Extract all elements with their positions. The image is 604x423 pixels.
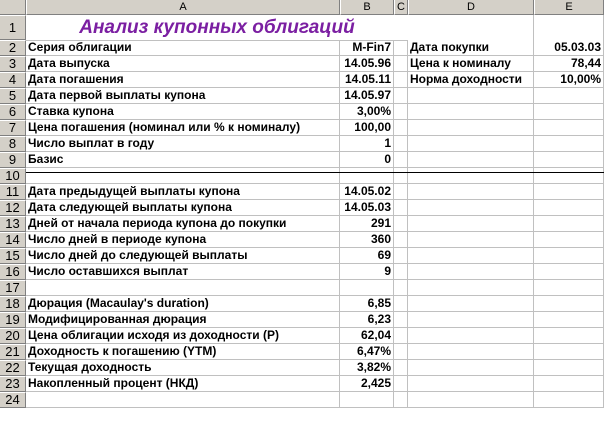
row-header[interactable]: 4 — [0, 72, 26, 88]
row-header[interactable]: 23 — [0, 376, 26, 392]
cell-a[interactable]: Дюрация (Macaulay's duration) — [26, 296, 340, 312]
cell-d[interactable] — [408, 200, 534, 216]
cell-e[interactable] — [534, 376, 604, 392]
cell-b[interactable] — [340, 392, 394, 408]
cell-c[interactable] — [394, 168, 408, 184]
cell-d[interactable] — [408, 296, 534, 312]
cell-a[interactable]: Дней от начала периода купона до покупки — [26, 216, 340, 232]
cell-b[interactable]: 69 — [340, 248, 394, 264]
cell-d[interactable] — [408, 104, 534, 120]
cell-b[interactable]: 9 — [340, 264, 394, 280]
cell-c[interactable] — [394, 376, 408, 392]
cell-a[interactable]: Цена облигации исходя из доходности (P) — [26, 328, 340, 344]
cell-a[interactable] — [26, 392, 340, 408]
cell-a[interactable]: Число дней до следующей выплаты — [26, 248, 340, 264]
cell-b[interactable]: 100,00 — [340, 120, 394, 136]
row-header[interactable]: 17 — [0, 280, 26, 296]
column-header-e[interactable]: E — [534, 0, 604, 15]
cell-a[interactable]: Серия облигации — [26, 40, 340, 56]
cell-c[interactable] — [394, 248, 408, 264]
cell-c[interactable] — [394, 200, 408, 216]
cell-c[interactable] — [394, 392, 408, 408]
cell-e[interactable]: 10,00% — [534, 72, 604, 88]
cell-e[interactable] — [534, 232, 604, 248]
cell-c[interactable] — [394, 360, 408, 376]
cell-b[interactable]: 6,47% — [340, 344, 394, 360]
row-header[interactable]: 3 — [0, 56, 26, 72]
cell-e[interactable] — [534, 184, 604, 200]
cell-d[interactable] — [408, 15, 534, 40]
cell-d[interactable] — [408, 168, 534, 184]
cell-d[interactable] — [408, 248, 534, 264]
row-header[interactable]: 2 — [0, 40, 26, 56]
cell-c[interactable] — [394, 104, 408, 120]
row-header[interactable]: 1 — [0, 15, 26, 40]
cell-b[interactable]: 1 — [340, 136, 394, 152]
separator-line — [26, 172, 604, 173]
cell-c[interactable] — [394, 136, 408, 152]
cell-c[interactable] — [394, 152, 408, 168]
cell-b[interactable]: 14.05.11 — [340, 72, 394, 88]
cell-e[interactable] — [534, 88, 604, 104]
cell-c[interactable] — [394, 120, 408, 136]
cell-a[interactable]: Текущая доходность — [26, 360, 340, 376]
cell-a[interactable]: Число выплат в году — [26, 136, 340, 152]
cell-d[interactable] — [408, 328, 534, 344]
cell-a[interactable] — [26, 168, 340, 184]
cell-d[interactable] — [408, 344, 534, 360]
cell-b[interactable]: 3,00% — [340, 104, 394, 120]
row-header[interactable]: 8 — [0, 136, 26, 152]
row-header[interactable]: 7 — [0, 120, 26, 136]
row-header[interactable]: 20 — [0, 328, 26, 344]
cell-c[interactable] — [394, 232, 408, 248]
cell-d[interactable] — [408, 88, 534, 104]
cell-b[interactable]: 14.05.02 — [340, 184, 394, 200]
cell-b[interactable]: 62,04 — [340, 328, 394, 344]
cell-e[interactable] — [534, 296, 604, 312]
cell-c[interactable] — [394, 184, 408, 200]
row-header[interactable]: 11 — [0, 184, 26, 200]
cell-c[interactable] — [394, 88, 408, 104]
cell-e[interactable] — [534, 136, 604, 152]
cell-d[interactable] — [408, 184, 534, 200]
cell-a[interactable]: Цена погашения (номинал или % к номиналу) — [26, 120, 340, 136]
cell-a[interactable]: Ставка купона — [26, 104, 340, 120]
cell-e[interactable] — [534, 152, 604, 168]
cell-b[interactable]: 6,85 — [340, 296, 394, 312]
cell-b[interactable]: 6,23 — [340, 312, 394, 328]
cell-b[interactable]: 360 — [340, 232, 394, 248]
cell-b[interactable]: M-Fin7 — [340, 40, 394, 56]
row-header[interactable]: 18 — [0, 296, 26, 312]
cell-c[interactable] — [394, 56, 408, 72]
row-header[interactable]: 9 — [0, 152, 26, 168]
column-header-c[interactable]: C — [394, 0, 408, 15]
cell-c[interactable] — [394, 264, 408, 280]
cell-b[interactable] — [340, 168, 394, 184]
cell-d[interactable] — [408, 152, 534, 168]
cell-c[interactable] — [394, 280, 408, 296]
cell-c[interactable] — [394, 312, 408, 328]
cell-e[interactable] — [534, 392, 604, 408]
cell-e[interactable] — [534, 15, 604, 40]
cell-d[interactable] — [408, 312, 534, 328]
cell-d[interactable] — [408, 360, 534, 376]
row-header[interactable]: 5 — [0, 88, 26, 104]
cell-b[interactable]: 0 — [340, 152, 394, 168]
cell-e[interactable] — [534, 120, 604, 136]
row-header[interactable]: 16 — [0, 264, 26, 280]
cell-e[interactable] — [534, 168, 604, 184]
cell-d[interactable]: Норма доходности — [408, 72, 534, 88]
row-header[interactable]: 6 — [0, 104, 26, 120]
cell-a[interactable]: Дата предыдущей выплаты купона — [26, 184, 340, 200]
row-header[interactable]: 22 — [0, 360, 26, 376]
cell-b[interactable] — [340, 280, 394, 296]
cell-c[interactable] — [394, 328, 408, 344]
cell-e[interactable] — [534, 280, 604, 296]
cell-e[interactable] — [534, 328, 604, 344]
cell-d[interactable] — [408, 136, 534, 152]
cell-e[interactable]: 05.03.03 — [534, 40, 604, 56]
select-all-corner[interactable] — [0, 0, 26, 15]
cell-e[interactable] — [534, 344, 604, 360]
row-header[interactable]: 13 — [0, 216, 26, 232]
row-header[interactable]: 21 — [0, 344, 26, 360]
column-header-a[interactable]: A — [26, 0, 340, 15]
cell-e[interactable]: 78,44 — [534, 56, 604, 72]
cell-d[interactable] — [408, 232, 534, 248]
column-header-b[interactable]: B — [340, 0, 394, 15]
cell-d[interactable]: Дата покупки — [408, 40, 534, 56]
cell-a[interactable] — [26, 280, 340, 296]
cell-b[interactable]: 2,425 — [340, 376, 394, 392]
cell-d[interactable] — [408, 120, 534, 136]
cell-c[interactable] — [394, 296, 408, 312]
cell-d[interactable] — [408, 216, 534, 232]
row-header[interactable]: 12 — [0, 200, 26, 216]
cell-e[interactable] — [534, 248, 604, 264]
cell-b[interactable]: 3,82% — [340, 360, 394, 376]
cell-e[interactable] — [534, 312, 604, 328]
cell-d[interactable] — [408, 376, 534, 392]
sheet-title[interactable]: Анализ купонных облигаций — [26, 15, 408, 41]
cell-d[interactable]: Цена к номиналу — [408, 56, 534, 72]
row-header[interactable]: 10 — [0, 168, 26, 184]
cell-d[interactable] — [408, 280, 534, 296]
cell-a[interactable]: Дата первой выплаты купона — [26, 88, 340, 104]
row-header[interactable]: 15 — [0, 248, 26, 264]
cell-b[interactable]: 14.05.96 — [340, 56, 394, 72]
column-header-d[interactable]: D — [408, 0, 534, 15]
cell-a[interactable]: Базис — [26, 152, 340, 168]
cell-a[interactable]: Доходность к погашению (YTM) — [26, 344, 340, 360]
row-header[interactable]: 14 — [0, 232, 26, 248]
cell-a[interactable]: Дата следующей выплаты купона — [26, 200, 340, 216]
cell-a[interactable]: Накопленный процент (НКД) — [26, 376, 340, 392]
cell-e[interactable] — [534, 264, 604, 280]
cell-e[interactable] — [534, 360, 604, 376]
cell-c[interactable] — [394, 72, 408, 88]
cell-e[interactable] — [534, 216, 604, 232]
cell-e[interactable] — [534, 200, 604, 216]
row-header[interactable]: 24 — [0, 392, 26, 408]
cell-a[interactable]: Дата погашения — [26, 72, 340, 88]
cell-c[interactable] — [394, 40, 408, 56]
row-header[interactable]: 19 — [0, 312, 26, 328]
cell-d[interactable] — [408, 392, 534, 408]
cell-c[interactable] — [394, 216, 408, 232]
cell-a[interactable]: Число оставшихся выплат — [26, 264, 340, 280]
cell-b[interactable]: 14.05.03 — [340, 200, 394, 216]
cell-d[interactable] — [408, 264, 534, 280]
cell-c[interactable] — [394, 344, 408, 360]
cell-e[interactable] — [534, 104, 604, 120]
cell-a[interactable]: Модифицированная дюрация — [26, 312, 340, 328]
cell-b[interactable]: 14.05.97 — [340, 88, 394, 104]
cell-a[interactable]: Дата выпуска — [26, 56, 340, 72]
cell-b[interactable]: 291 — [340, 216, 394, 232]
cell-a[interactable]: Число дней в периоде купона — [26, 232, 340, 248]
